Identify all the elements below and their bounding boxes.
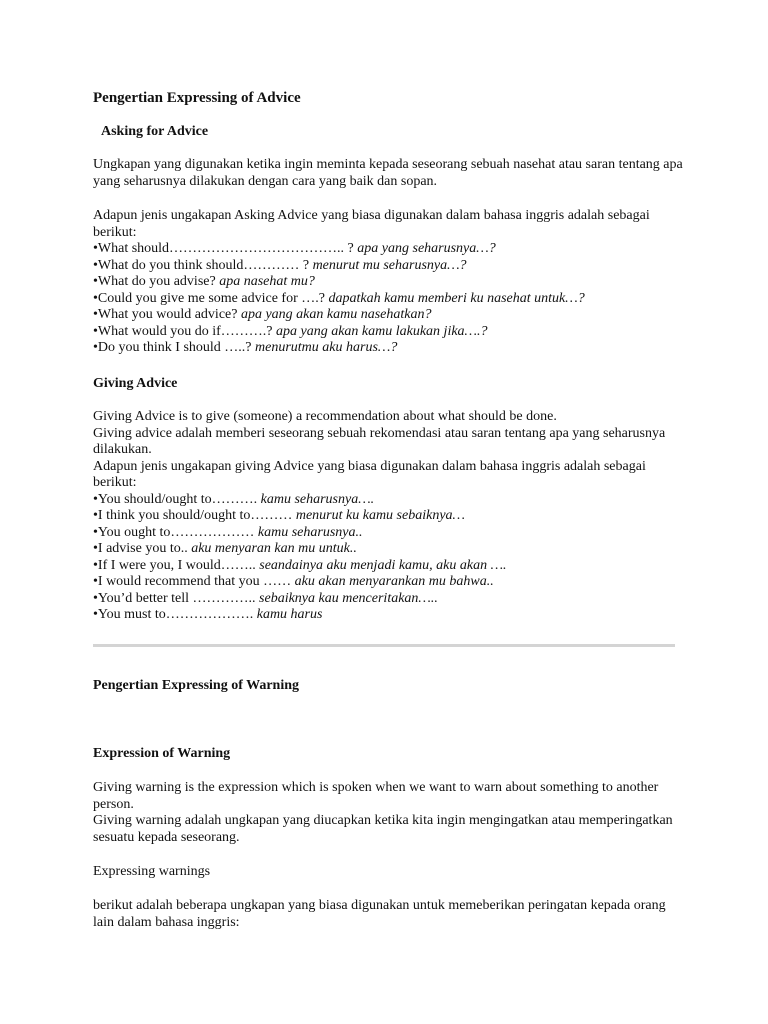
list-item: •What do you advise? apa nasehat mu? — [93, 274, 315, 289]
list-item: •You’d better tell ………….. sebaiknya kau menceritakan….. — [93, 590, 438, 606]
warning-heading: Expression of Warning — [93, 746, 231, 761]
list-item: •You should/ought to………. kamu seharusnya…. — [93, 491, 375, 507]
list-item: •I would recommend that you …… aku akan menyarankan mu bahwa.. — [93, 574, 494, 589]
list-item: •I advise you to.. aku menyaran kan mu untuk.. — [93, 541, 357, 556]
asking-heading: Asking for Advice — [101, 124, 209, 139]
warning-definition-id: Giving warning adalah ungkapan yang diucapkan ketika kita ingin mengingatkan atau memperingatkan sesuatu kepada seseorang. — [93, 813, 673, 845]
giving-list — [93, 492, 683, 624]
giving-heading: Giving Advice — [93, 376, 178, 391]
list-item: •What would you do if……….? apa yang akan kamu lakukan jika….? — [93, 323, 488, 339]
asking-intro: Ungkapan yang digunakan ketika ingin meminta kepada seseorang sebuah nasehat atau saran tentang apa yang seharusnya dilakukan dengan cara yang baik dan sopan. — [93, 157, 683, 189]
warning-definition-en: Giving warning is the expression which is spoken when we want to warn about something to another person. — [93, 780, 659, 812]
giving-section — [93, 409, 683, 624]
list-item: •What should……………………………….. ? apa yang seharusnya…? — [93, 241, 496, 256]
list-item: •Do you think I should …..? menurutmu aku harus…? — [93, 340, 398, 355]
warning-subheading: Expressing warnings — [93, 864, 211, 879]
giving-definition-en: Giving Advice is to give (someone) a recommendation about what should be done. — [93, 409, 557, 424]
section-divider — [93, 644, 675, 647]
asking-list — [93, 241, 683, 357]
giving-lead: Adapun jenis ungakapan giving Advice yang biasa digunakan dalam bahasa inggris adalah sebagai berikut: — [93, 458, 646, 490]
list-item: •If I were you, I would…….. seandainya aku menjadi kamu, aku akan …. — [93, 557, 507, 573]
list-item: •You must to………………. kamu harus — [93, 607, 323, 622]
list-item: •What do you think should………… ? menurut mu seharusnya…? — [93, 257, 467, 273]
warning-definition — [93, 780, 683, 846]
list-item: •What you would advice? apa yang akan kamu nasehatkan? — [93, 307, 432, 322]
asking-lead: Adapun jenis ungakapan Asking Advice yang biasa digunakan dalam bahasa inggris adalah sebagai berikut: — [93, 208, 650, 240]
list-item: •You ought to……………… kamu seharusnya.. — [93, 524, 363, 540]
warning-lead: berikut adalah beberapa ungkapan yang biasa digunakan untuk memeberikan peringatan kepada orang lain dalam bahasa inggris: — [93, 898, 666, 930]
asking-section — [93, 208, 683, 357]
list-item: •Could you give me some advice for ….? dapatkah kamu memberi ku nasehat untuk…? — [93, 290, 585, 306]
warning-title: Pengertian Expressing of Warning — [93, 678, 300, 693]
page-title: Pengertian Expressing of Advice — [93, 90, 301, 106]
giving-definition-id: Giving advice adalah memberi seseorang sebuah rekomendasi atau saran tentang apa yang seharusnya dilakukan. — [93, 425, 666, 457]
list-item: •I think you should/ought to……… menurut ku kamu sebaiknya… — [93, 508, 465, 523]
